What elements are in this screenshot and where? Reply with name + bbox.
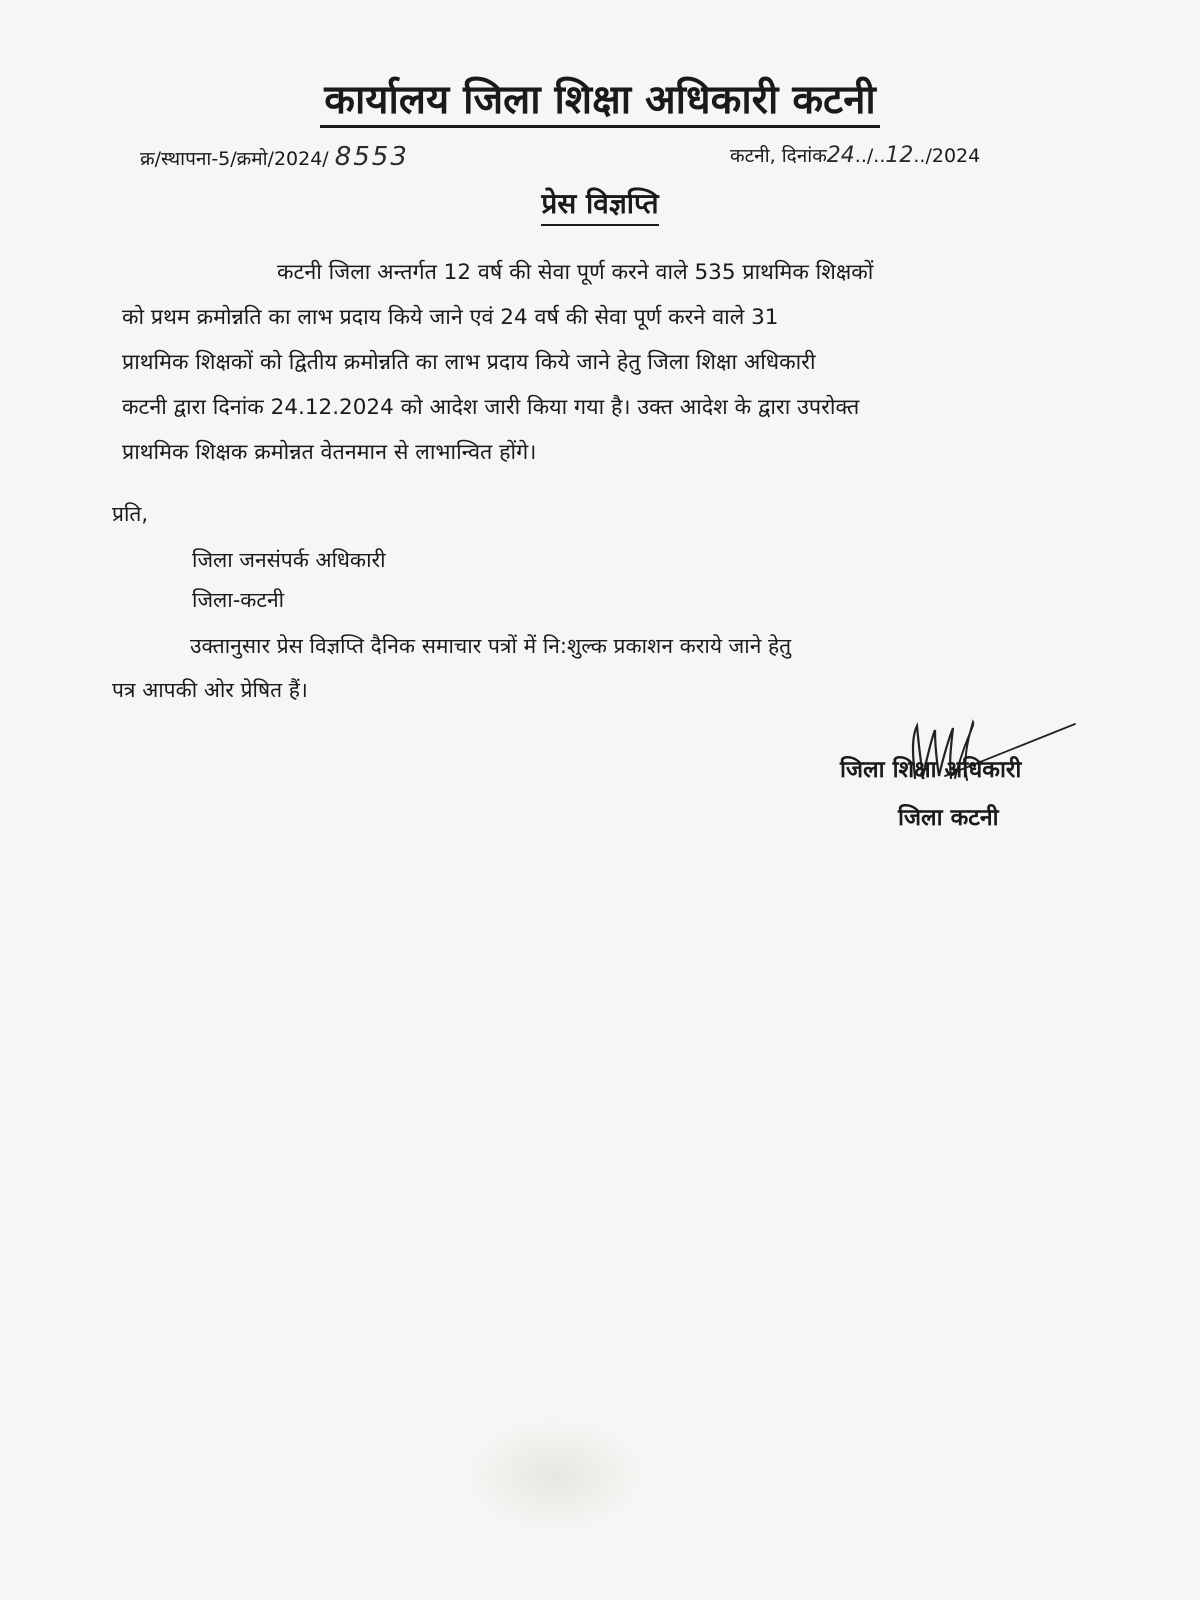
forwarding-line: उक्तानुसार प्रेस विज्ञप्ति दैनिक समाचार पत्रों में नि:शुल्क प्रकाशन कराये जाने हेतु (190, 634, 792, 658)
document-subject: प्रेस विज्ञप्ति (0, 184, 1200, 222)
body-line: प्राथमिक शिक्षकों को द्वितीय क्रमोन्नति का लाभ प्रदाय किये जाने हेतु जिला शिक्षा अधिकारी (122, 350, 816, 375)
date-month: 12 (885, 143, 914, 168)
paper-stain (470, 1420, 640, 1530)
date-day: 24 (826, 143, 855, 168)
signatory-district: जिला कटनी (898, 805, 999, 831)
forwarding-line: पत्र आपकी ओर प्रेषित हैं। (112, 678, 308, 702)
body-line: प्राथमिक शिक्षक क्रमोन्नत वेतनमान से लाभान्वित होंगे। (122, 440, 537, 465)
body-paragraph (122, 250, 1112, 475)
office-title: कार्यालय जिला शिक्षा अधिकारी कटनी (0, 70, 1200, 125)
body-line: को प्रथम क्रमोन्नति का लाभ प्रदाय किये जाने एवं 24 वर्ष की सेवा पूर्ण करने वाले 31 (122, 305, 779, 330)
body-line: कटनी द्वारा दिनांक 24.12.2024 को आदेश जारी किया गया है। उक्त आदेश के द्वारा उपरोक्त (122, 395, 860, 420)
recipient-designation: जिला जनसंपर्क अधिकारी (192, 548, 386, 572)
forwarding-note (112, 624, 1102, 712)
signatory-designation: जिला शिक्षा अधिकारी (840, 757, 1022, 783)
reference-number (140, 142, 409, 172)
reference-handwritten-number: 8553 (334, 142, 409, 172)
date-prefix: कटनी, दिनांक (730, 145, 827, 167)
date-year: /2024 (925, 145, 981, 167)
body-line: कटनी जिला अन्तर्गत 12 वर्ष की सेवा पूर्ण करने वाले 535 प्राथमिक शिक्षकों (277, 260, 874, 285)
recipient-district: जिला-कटनी (192, 588, 285, 612)
reference-prefix: क्र/स्थापना-5/क्रमो/2024/ (140, 148, 329, 170)
issue-date: कटनी, दिनांक24../..12../2024 (730, 143, 981, 168)
recipient-salutation: प्रति, (112, 502, 149, 526)
